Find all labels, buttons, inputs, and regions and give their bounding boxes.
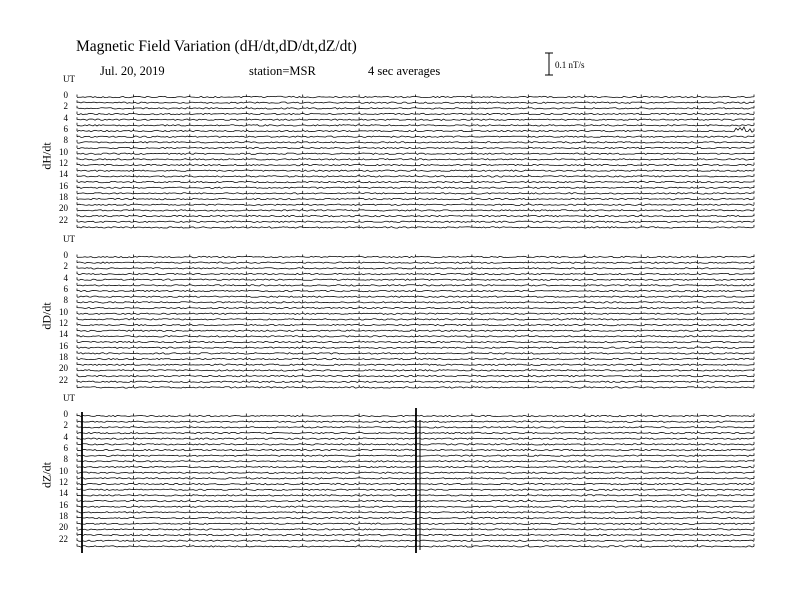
- hour-label: 22: [59, 214, 68, 225]
- trace-dDdt-row-16: [77, 345, 754, 348]
- trace-dDdt-row-5: [77, 283, 754, 286]
- trace-dHdt-row-10: [77, 151, 754, 154]
- trace-dHdt-row-12: [77, 163, 754, 166]
- hour-label: 14: [59, 169, 68, 180]
- trace-dHdt-row-1: [77, 100, 754, 103]
- hour-label: 8: [63, 454, 68, 465]
- station-label: station=MSR: [249, 64, 316, 78]
- hour-label: 12: [59, 477, 68, 488]
- hour-label: 18: [59, 352, 68, 363]
- trace-dHdt-row-6: [77, 127, 754, 132]
- ut-label-dh: UT: [63, 74, 75, 84]
- hour-label: 14: [59, 329, 68, 340]
- hour-label: 2: [63, 261, 68, 272]
- hour-label: 16: [59, 499, 68, 510]
- hour-label: 0: [63, 250, 68, 260]
- trace-dHdt-row-3: [77, 112, 754, 115]
- trace-dHdt-row-18: [77, 197, 754, 200]
- trace-dDdt-row-2: [77, 266, 754, 269]
- trace-dHdt-row-17: [77, 191, 754, 194]
- trace-dHdt-row-15: [77, 180, 754, 183]
- scale-bar-label: 0.1 nT/s: [555, 60, 585, 70]
- scale-bar: [545, 53, 553, 75]
- hour-label: 10: [59, 465, 68, 476]
- trace-dHdt-row-13: [77, 168, 754, 171]
- trace-dHdt-row-7: [77, 134, 754, 137]
- trace-dDdt-row-6: [77, 289, 754, 292]
- hour-label: 16: [59, 340, 68, 351]
- hour-label: 6: [63, 443, 68, 454]
- trace-dDdt-row-10: [77, 311, 754, 314]
- trace-dDdt-row-1: [77, 260, 754, 263]
- hour-label: 14: [59, 488, 68, 499]
- trace-dHdt-row-9: [77, 146, 754, 149]
- hour-label: 0: [63, 409, 68, 419]
- chart-title: Magnetic Field Variation (dH/dt,dD/dt,dZ/dt): [76, 38, 357, 55]
- hour-label: 6: [63, 124, 68, 135]
- trace-dDdt-row-11: [77, 317, 754, 320]
- trace-dDdt-row-4: [77, 277, 754, 280]
- hour-label: 20: [59, 522, 68, 533]
- hour-label: 18: [59, 192, 68, 203]
- hour-label: 4: [63, 272, 68, 283]
- trace-dDdt-row-15: [77, 340, 754, 343]
- trace-dHdt-row-21: [77, 214, 754, 217]
- trace-dDdt-row-12: [77, 323, 754, 326]
- trace-dHdt-row-2: [77, 106, 754, 109]
- hour-label: 18: [59, 511, 68, 522]
- panel-label-dz: dZ/dt: [39, 462, 54, 488]
- trace-dDdt-row-7: [77, 294, 754, 297]
- ut-label-dz: UT: [63, 393, 75, 403]
- panel-label-dh: dH/dt: [39, 142, 54, 170]
- hour-label: 2: [63, 101, 68, 112]
- trace-dHdt-row-22: [77, 219, 754, 222]
- hour-label: 10: [59, 146, 68, 157]
- hour-label: 10: [59, 306, 68, 317]
- trace-dDdt-row-8: [77, 300, 754, 303]
- trace-dDdt-row-13: [77, 328, 754, 331]
- trace-dHdt-row-4: [77, 117, 754, 120]
- trace-dDdt-row-20: [77, 368, 754, 371]
- hour-label: 0: [63, 90, 68, 100]
- hour-label: 12: [59, 158, 68, 169]
- trace-dDdt-row-9: [77, 306, 754, 309]
- trace-dDdt-row-19: [77, 362, 754, 365]
- averaging-label: 4 sec averages: [368, 64, 441, 78]
- trace-dDdt-row-0: [77, 255, 754, 258]
- hour-label: 16: [59, 180, 68, 191]
- hour-label: 6: [63, 284, 68, 295]
- hour-label: 4: [63, 431, 68, 442]
- hour-label: 8: [63, 135, 68, 146]
- hour-label: 8: [63, 295, 68, 306]
- trace-dHdt-row-5: [77, 123, 754, 126]
- trace-dHdt-row-16: [77, 185, 754, 188]
- trace-dHdt-row-8: [77, 140, 754, 143]
- hour-label: 12: [59, 318, 68, 329]
- trace-dHdt-row-19: [77, 202, 754, 205]
- hour-label: 4: [63, 112, 68, 123]
- trace-dDdt-row-3: [77, 272, 754, 275]
- panel-label-dd: dD/dt: [39, 302, 54, 330]
- trace-dHdt-row-11: [77, 157, 754, 160]
- trace-dDdt-row-22: [77, 379, 754, 382]
- hour-label: 2: [63, 420, 68, 431]
- trace-dDdt-row-14: [77, 334, 754, 337]
- trace-dHdt-row-23: [77, 225, 754, 228]
- trace-dDdt-row-18: [77, 357, 754, 360]
- hour-label: 20: [59, 363, 68, 374]
- date-label: Jul. 20, 2019: [100, 64, 165, 78]
- trace-dDdt-row-23: [77, 385, 754, 388]
- hour-label: 20: [59, 203, 68, 214]
- trace-dDdt-row-21: [77, 374, 754, 377]
- hour-label: 22: [59, 533, 68, 544]
- trace-dDdt-row-17: [77, 351, 754, 354]
- hour-label: 22: [59, 374, 68, 385]
- trace-dHdt-row-0: [77, 95, 754, 98]
- ut-label-dd: UT: [63, 234, 75, 244]
- trace-dHdt-row-20: [77, 208, 754, 211]
- trace-dHdt-row-14: [77, 174, 754, 177]
